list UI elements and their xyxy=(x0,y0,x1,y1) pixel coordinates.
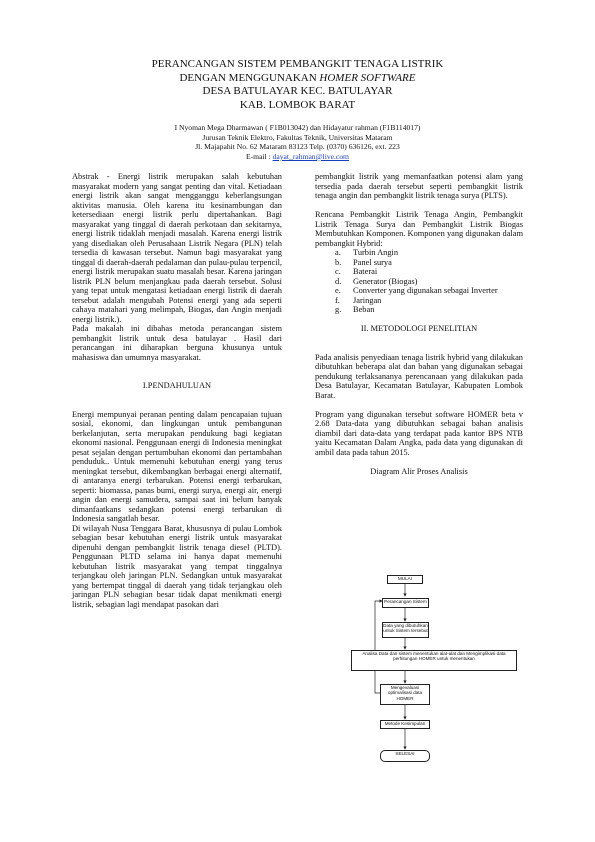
list-item: a. Turbin Angin xyxy=(335,248,399,257)
author-affiliation: Jurusan Teknik Elektro, Fakultas Teknik, Universitas Mataram xyxy=(202,132,393,142)
email-link[interactable]: dayat_rahman@live.com xyxy=(272,151,349,161)
author-names: I Nyoman Mega Dharmawan ( F1B013042) dan Hidayatur rahman (F1B114017) xyxy=(174,123,421,132)
paper-title xyxy=(0,58,595,112)
flow-step-start: MULAI xyxy=(387,575,423,584)
title-line-1: PERANCANGAN SISTEM PEMBANGKIT TENAGA LISTRIK xyxy=(151,58,444,70)
title-line-3: DESA BATULAYAR KEC. BATULAYAR xyxy=(202,85,393,97)
author-email: E-mail : dayat_rahman@live.com xyxy=(246,151,349,161)
component-list xyxy=(315,248,523,315)
intro-paragraph-2: Di wilayah Nusa Tenggara Barat, khususnya di pulau Lombok sebagian besar kebutuhan energi listrik untuk masyarakat dipenuhi dengan pembangkit listrik tenaga diesel (PLTD). Penggunaan PLTD selama ini hanya dapat memenuhi kebutuhan listrik masyarakat yang tempat tinggalnya terjangkau oleh jaringan PLN. Sedangkan untuk masyarakat yang bertempat tinggal di daerah yang tidak terjangkau oleh jaringan PLN sebagian besar tidak dapat menikmati energi listrik, sebagian lagi mendapat pasokan dari xyxy=(72,523,282,609)
abstract-paragraph-2: Pada makalah ini dibahas metoda perancangan sistem pembangkit listrik untuk desa batulayar . Hasil dari perancangan ini diharapkan berguna khusunya untuk mahasiswa dan umumnya masyarakat. xyxy=(72,324,282,362)
flow-step-conclusion: Metode Kesimpulan xyxy=(380,720,430,729)
intro-paragraph-1: Energi mempunyai peranan penting dalam pencapaian tujuan sosial, ekonomi, dan lingkungan untuk pembangunan berkelanjutan, serta merupakan pendukung bagi kegiatan ekonomi nasional. Penggunaan energi di Indonesia meningkat pesat sejalan dengan pertumbuhan ekonomi dan pertambahan penduduk.. Untuk memenuhi kebutuhan energi yang terus meningkat tersebut, dikembangkan berbagai energi alternatif, di antaranya energi terbarukan. Potensi energi terbarukan, seperti: biomassa, panas bumi, energi surya, energi air, energi angin dan energi samudera, sampai saat ini belum banyak dimanfaatkans sedangkan potensi energi terbarukan di Indonesia sangatlah besar. xyxy=(72,409,282,523)
method-paragraph-2: Program yang digunakan tersebut software HOMER beta v 2.68 Data-data yang dibutuhkan sebagai bahan analisis diambil dari data-data yang terdapat pada kantor BPS NTB yaitu Kecamatan Dalam Angka, pada data yang digunakan di ambil data pada tahun 2015. xyxy=(315,409,523,457)
list-item: g. Beban xyxy=(335,305,375,314)
title-software-name: HOMER SOFTWARE xyxy=(319,71,416,84)
right-paragraph-1: pembangkit listrik yang memanfaatkan potensi alam yang tersedia pada daerah tersebut seperti pembangkit listrik tenaga angin dan pembangkit listrik tenaga surya (PLTS). xyxy=(315,172,523,200)
list-item: c. Baterai xyxy=(335,267,378,276)
left-column xyxy=(72,172,282,609)
abstract-paragraph-1: Abstrak - Energi listrik merupakan salah kebutuhan masyarakat modern yang sangat penting dan vital. Ketiadaan energi listrik akan sangat mengganggu keberlangsungan aktivitas manusia. Oleh karena itu kesinambungan dan ketersediaan energi listrik perlu dipertahankan. Bagi masyarakat yang tinggal di daerah perkotaan dan sekitarnya, energi listrik tidaklah menjadi masalah. Karena energi listrik yang disediakan oleh Perusahaan Listrik Negara (PLN) telah tersedia di kawasan tersebut. Namun bagi masyarakat yang tinggal di daerah-daerah pedalaman dan pulau-pulau terpencil, energi listrik merupakan suatu masalah besar. Karena jaringan listrik PLN belum menjangkau pada daerah tersebut. Solusi yang tepat untuk mengatasi ketiadaan energi listrik di daerah tersebut adalah mengubah Potensi energi yang ada seperti cahaya matahari yang melimpah, Biogas, dan Angin menjadi energi listrik.). xyxy=(72,172,282,324)
section-heading-pendahuluan: I.PENDAHULUAN xyxy=(142,381,212,390)
diagram-caption: Diagram Alir Proses Analisis xyxy=(370,466,468,476)
author-block xyxy=(0,123,595,161)
method-paragraph-1: Pada analisis penyediaan tenaga listrik hybrid yang dilakukan dibutuhkan beberapa alat dan bahan yang digunakan sebagai pendukung terlaksananya perencanaan yang dilakukan pada Desa Batulayar, Kecamatan Batulayar, Kabupaten Lombok Barat. xyxy=(315,352,523,400)
section-heading-metodologi: II. METODOLOGI PENELITIAN xyxy=(360,324,478,333)
list-item: d. Generator (Biogas) xyxy=(335,276,418,286)
list-item: b. Panel surya xyxy=(335,257,392,267)
author-address: Jl. Majapahit No. 62 Mataram 83123 Telp. (0370) 636126, ext. 223 xyxy=(195,142,400,152)
right-paragraph-2: Rencana Pembangkit Listrik Tenaga Angin, Pembangkit Listrik Tenaga Surya dan Pembangkit Listrik Biogas Membutuhkan Komponen. Komponen yang digunakan dalam pembangkit Hybrid: xyxy=(315,210,523,248)
list-item: f. Jaringan xyxy=(335,295,382,305)
right-column xyxy=(315,172,523,476)
flow-step-evaluate: Mengevaluasi optimalisasi data HOMER xyxy=(380,684,430,705)
list-item: e. Converter yang digunakan sebagai Inverter xyxy=(335,286,498,295)
flow-step-design: Perancangan Sistem xyxy=(382,598,429,608)
flow-step-data: Data yang dibutuhkan untuk Sistem tersebut xyxy=(382,622,429,638)
flowchart xyxy=(355,555,520,820)
title-line-2: DENGAN MENGGUNAKAN HOMER SOFTWARE xyxy=(179,71,416,84)
flow-step-end: SELESAI xyxy=(380,750,430,762)
flow-step-analysis: Analisa Data dan sistem menentukan alat-alat dan Mengimplikasi data perhitungan HOMER untuk menentukan xyxy=(351,650,517,671)
title-line-4: KAB. LOMBOK BARAT xyxy=(239,98,356,111)
